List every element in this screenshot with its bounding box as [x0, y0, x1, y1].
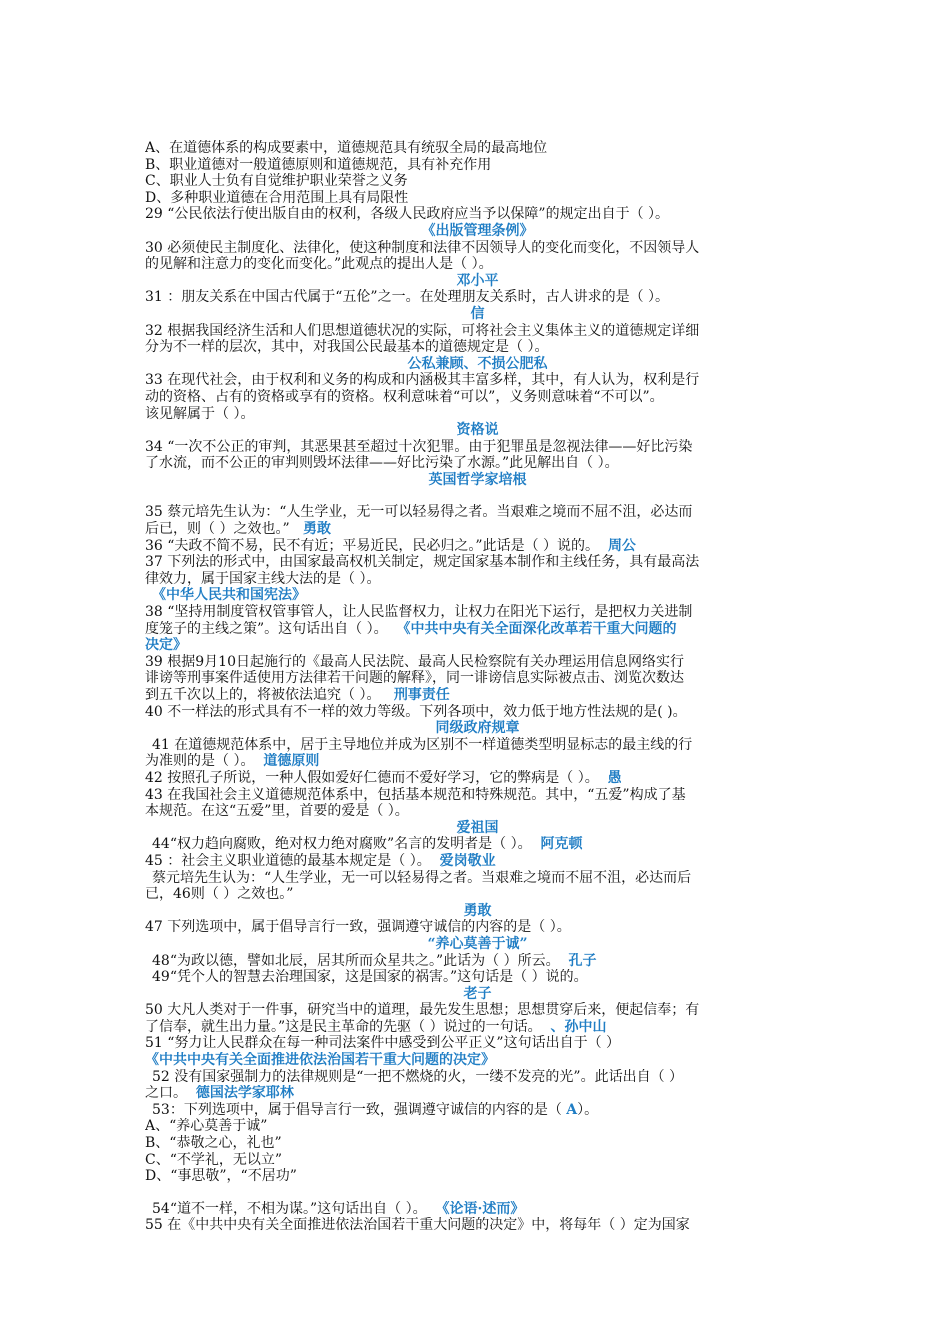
- answer-43: 爱祖国: [456, 819, 499, 836]
- question-37: 律效力，属于国家主线大法的是（ ）。: [145, 570, 381, 587]
- question-35-text: 后已，则（ ）之效也。”: [145, 521, 290, 538]
- question-39: 诽谤等刑事案件适使用方法律若干问题的解释》，同一诽谤信息实际被点击、浏览次数达: [145, 670, 684, 687]
- option-line: B、职业道德对一般道德原则和道德规范，具有补充作用: [145, 156, 492, 173]
- question-52: [145, 1085, 810, 1102]
- answer-33: 资格说: [456, 422, 499, 439]
- answer-31: 信: [470, 305, 485, 322]
- question-54-text: 54“道不一样，不相为谋。”这句话出自（ ）。: [152, 1200, 427, 1217]
- question-34: 34 “一次不公正的审判，其恶果甚至超过十次犯罪。由于犯罪虽是忽视法律——好比污染: [145, 438, 693, 455]
- answer-36: 周公: [607, 537, 636, 554]
- question-36-text: 36 “夫政不简不易，民不有近；平易近民，民必归之。”此话是（ ）说的。: [145, 537, 600, 554]
- answer-41: 道德原则: [263, 753, 320, 770]
- answer-46: 勇敢: [463, 902, 492, 919]
- question-38-text: 度笼子的主线之策”。这句话出自（ ）。: [145, 620, 388, 637]
- answer-50: 、孙中山: [550, 1018, 607, 1035]
- question-42-text: 42 按照孔子所说，一种人假如爱好仁德而不爱好学习，它的弊病是（ ）。: [145, 769, 599, 786]
- answer-37: 《中华人民共和国宪法》: [152, 587, 306, 604]
- answer-51: 《中共中央有关全面推进依法治国若干重大问题的决定》: [145, 1052, 495, 1069]
- question-53: [145, 1102, 810, 1119]
- option-53-a: A、“养心莫善于诚”: [145, 1118, 268, 1135]
- question-52: 52 没有国家强制力的法律规则是“一把不燃烧的火，一缕不发亮的光”。此话出自（ ）: [152, 1068, 684, 1085]
- question-30: 的见解和注意力的变化而变化。”此观点的提出人是（ ）。: [145, 256, 493, 273]
- question-35: [145, 521, 810, 538]
- option-53-b: B、“恭敬之心，礼也”: [145, 1135, 282, 1152]
- question-38: 38 “坚持用制度管权管事管人，让人民监督权力，让权力在阳光下运行，是把权力关进制: [145, 604, 693, 621]
- question-48: [145, 953, 810, 970]
- question-49: 49“凭个人的智慧去治理国家，这是国家的祸害。”这句话是（ ）说的。: [152, 969, 588, 986]
- question-41-text: 为准则的是（ ）。: [145, 753, 255, 770]
- option-line: C、职业人士负有自觉维护职业荣誉之义务: [145, 173, 408, 190]
- question-36: [145, 538, 810, 555]
- answer-48: 孔子: [568, 952, 597, 969]
- question-41: 41 在道德规范体系中，居于主导地位并成为区别不一样道德类型明显标志的最主线的行: [152, 736, 693, 753]
- answer-54: 《论语·述而》: [435, 1200, 525, 1217]
- question-51: 51 “努力让人民群众在每一种司法案件中感受到公平正义”这句话出自于（ ）: [145, 1035, 621, 1052]
- question-35: 35 蔡元培先生认为：“人生学业，无一可以轻易得之者。当艰难之境而不屈不沮，必达而: [145, 504, 693, 521]
- question-44-text: 44“权力趋向腐败，绝对权力绝对腐败”名言的发明者是（ ）。: [152, 836, 532, 853]
- question-38: [145, 621, 810, 638]
- question-39-text: 到五千次以上的，将被依法追究（ ）。: [145, 687, 381, 703]
- answer-34: 英国哲学家培根: [428, 471, 527, 488]
- question-41: [145, 753, 810, 770]
- question-46: 已，46则（ ）之效也。”: [145, 886, 294, 903]
- answer-38: 《中共中央有关全面深化改革若干重大问题的: [396, 620, 677, 637]
- question-55: 55 在《中共中央有关全面推进依法治国若干重大问题的决定》中，将每年（ ）定为国家: [145, 1217, 690, 1234]
- question-50-text: 了信奉，就生出力量。”这是民主革命的先驱（ ）说过的一句话。: [145, 1018, 542, 1035]
- answer-32: 公私兼顾、不损公肥私: [407, 355, 548, 372]
- answer-40: 同级政府规章: [435, 720, 520, 737]
- option-53-d: D、“事思敬”，“不居功”: [145, 1168, 297, 1185]
- spacer: [145, 488, 810, 504]
- question-53-end: ）。: [577, 1101, 599, 1118]
- question-33: 动的资格、占有的资格或享有的资格。权利意味着“可以”，义务则意味着“不可以”。: [145, 388, 664, 405]
- option-line: D、多种职业道德在合用范围上具有局限性: [145, 189, 409, 206]
- question-52-text: 之口。: [145, 1085, 187, 1102]
- answer-47: “养心莫善于诚”: [427, 935, 528, 952]
- option-line: A、在道德体系的构成要素中，道德规范具有统驭全局的最高地位: [145, 140, 548, 156]
- answer-38-cont: 决定》: [145, 637, 187, 654]
- answer-44: 阿克顿: [540, 836, 583, 853]
- question-33: 33 在现代社会，由于权利和义务的构成和内涵极其丰富多样，其中，有人认为，权利是行: [145, 372, 700, 389]
- option-53-c: C、“不学礼，无以立”: [145, 1151, 283, 1168]
- question-50: 50 大凡人类对于一件事，研究当中的道理，最先发生思想；思想贯穿后来，便起信奉；有: [145, 1002, 700, 1019]
- question-30: 30 必须使民主制度化、法律化，使这种制度和法律不因领导人的变化而变化，不因领导人: [145, 239, 700, 256]
- question-48-text: 48“为政以德，譬如北辰，居其所而众星共之。”此话为（ ）所云。: [152, 952, 560, 969]
- question-34: 了水流，而不公正的审判则毁坏法律——好比污染了水源。”此见解出自（ ）。: [145, 455, 619, 472]
- question-47: 47 下列选项中，属于倡导言行一致，强调遵守诚信的内容的是（ ）。: [145, 919, 571, 936]
- answer-39: 刑事责任: [393, 687, 450, 703]
- answer-30: 邓小平: [456, 272, 499, 289]
- answer-53: A: [566, 1101, 578, 1118]
- question-39: 39 根据9月10日起施行的《最高人民法院、最高人民检察院有关办理运用信息网络实行: [145, 653, 684, 670]
- question-50: [145, 1019, 810, 1036]
- question-53-text: 53：下列选项中，属于倡导言行一致，强调遵守诚信的内容的是（: [152, 1101, 567, 1118]
- answer-35: 勇敢: [302, 521, 331, 538]
- question-42: [145, 770, 810, 787]
- spacer: [145, 1185, 810, 1201]
- question-44: [145, 836, 810, 853]
- question-45-text: 45 ：社会主义职业道德的最基本规定是（ ）。: [145, 852, 431, 869]
- question-39: [145, 687, 810, 704]
- question-43: 43 在我国社会主义道德规范体系中，包括基本规范和特殊规范。其中，“五爱”构成了基: [145, 786, 686, 803]
- question-33: 该见解属于（ ）。: [145, 405, 255, 422]
- question-37: 37 下列法的形式中，由国家最高权机关制定，规定国家基本制作和主线任务，具有最高法: [145, 554, 700, 571]
- question-54: [145, 1201, 810, 1218]
- question-45: [145, 853, 810, 870]
- question-31: 31 ：朋友关系在中国古代属于“五伦”之一。在处理朋友关系时，古人讲求的是（ ）。: [145, 289, 670, 306]
- answer-52: 德国法学家耶林: [195, 1085, 294, 1102]
- question-32: 32 根据我国经济生活和人们思想道德状况的实际，可将社会主义集体主义的道德规定详细: [145, 322, 700, 339]
- question-32: 分为不一样的层次，其中，对我国公民最基本的道德规定是（ ）。: [145, 339, 549, 356]
- question-43: 本规范。在这“五爱”里，首要的爱是（ ）。: [145, 803, 409, 820]
- question-46: 蔡元培先生认为：“人生学业，无一可以轻易得之者。当艰难之境而不屈不沮，必达而后: [152, 869, 692, 886]
- answer-49: 老子: [463, 985, 492, 1002]
- question-40: 40 不一样法的形式具有不一样的效力等级。下列各项中，效力低于地方性法规的是( )。: [145, 703, 687, 720]
- question-29: 29 “公民依法行使出版自由的权利，各级人民政府应当予以保障”的规定出自于（ ）。: [145, 206, 670, 223]
- answer-29: 《出版管理条例》: [421, 222, 534, 239]
- answer-45: 爱岗敬业: [439, 852, 496, 869]
- answer-42: 愚: [607, 769, 622, 786]
